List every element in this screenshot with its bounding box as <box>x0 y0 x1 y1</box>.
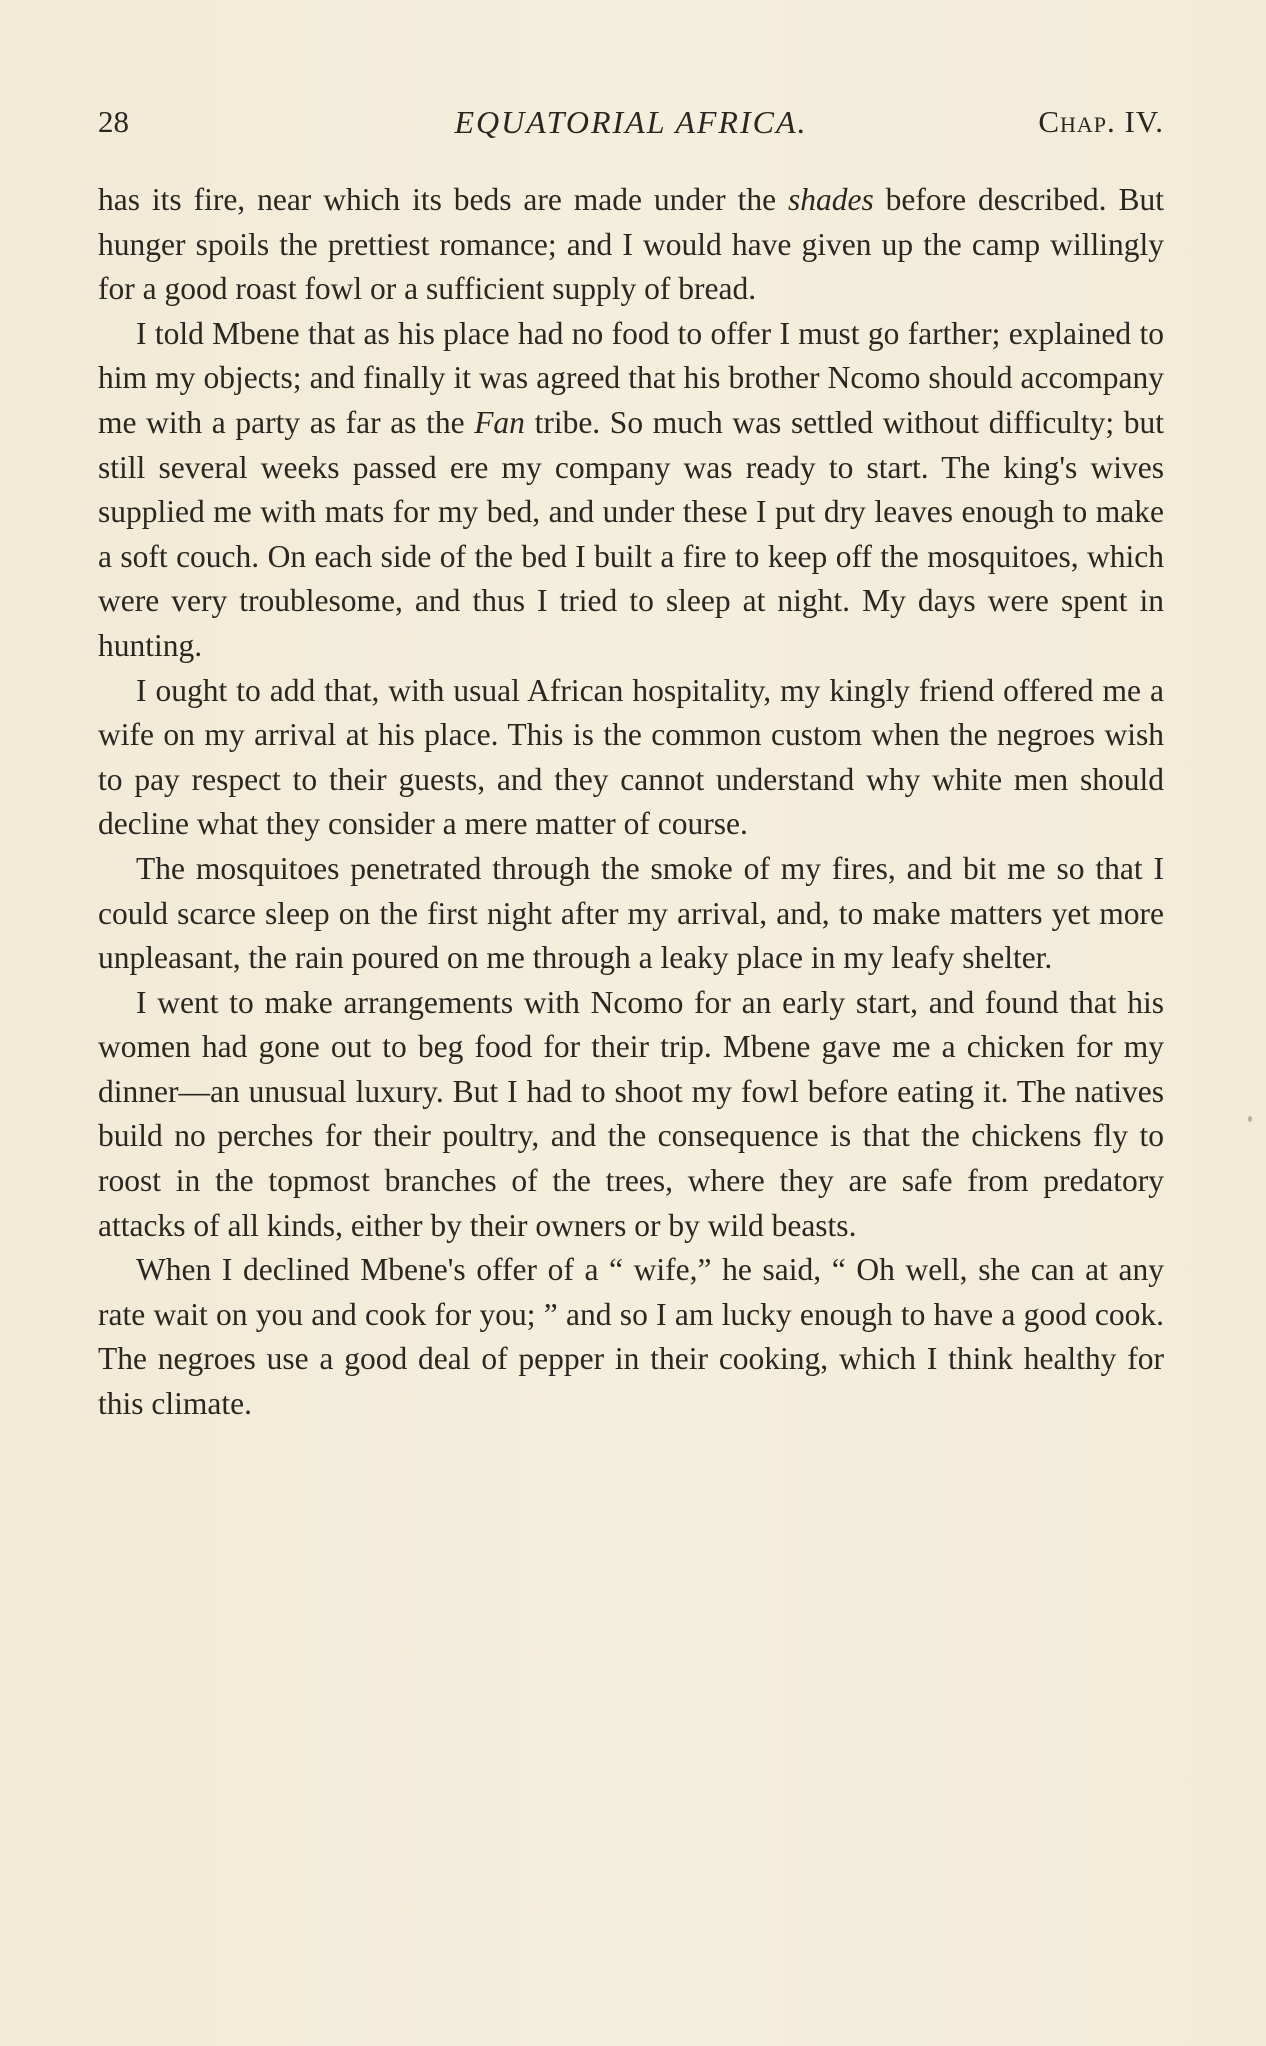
paragraph <box>98 981 1164 1249</box>
text-segment: The mosquitoes penetrated through the smoke of my fires, and bit me so that I could scarce sleep on the first night after my arrival, and, to make matters yet more unpleasant, the rain poured on me through a leaky place in my leafy shelter. <box>98 850 1164 976</box>
page-number: 28 <box>98 104 129 139</box>
italic-text: Fan <box>474 404 525 440</box>
paragraph <box>98 312 1164 669</box>
text-segment: When I declined Mbene's offer of a “ wife,” he said, “ Oh well, she can at any rate wait on you and cook for you; ” and so I am lucky enough to have a good cook. The negroes use a good deal of pepper in their cooking, which I think healthy for this climate. <box>98 1252 1164 1422</box>
paper-speck <box>1248 1116 1252 1122</box>
text-segment: has its fire, near which its beds are made under the <box>98 182 788 217</box>
text-segment: before described. But hunger spoils the prettiest romance; and I would have given up the camp willingly for a good roast fowl or a sufficient supply of bread. <box>98 182 1164 307</box>
text-segment: I ought to add that, with usual African hospitality, my kingly friend offered me a wife on my arrival at his place. This is the common custom when the negroes wish to pay respect to their guests, and they cannot understand why white men should decline what they consider a mere matter of course. <box>98 672 1164 842</box>
body-text <box>98 178 1164 1427</box>
chapter-label: Chap. IV. <box>1038 104 1164 139</box>
running-title: EQUATORIAL AFRICA. <box>454 104 808 140</box>
paragraph <box>98 847 1164 981</box>
text-segment: tribe. So much was settled without difficulty; but still several weeks passed ere my company was ready to start. The king's wives supplied me with mats for my bed, and under these I put dry leaves enough to make a soft couch. On each side of the bed I built a fire to keep off the mosquitoes, which were very troublesome, and thus I tried to sleep at night. My days were spent in hunting. <box>98 404 1164 663</box>
paragraph <box>98 178 1164 312</box>
italic-text: shades <box>787 182 874 217</box>
text-segment: I went to make arrangements with Ncomo for an early start, and found that his women had gone out to beg food for their trip. Mbene gave me a chicken for my dinner—an unusual luxury. But I had to shoot my fowl before eating it. The natives build no perches for their poultry, and the consequence is that the chickens fly to roost in the topmost branches of the trees, where they are safe from predatory attacks of all kinds, either by their owners or by wild beasts. <box>98 984 1164 1243</box>
page-header <box>98 104 1164 152</box>
paragraph <box>98 669 1164 847</box>
paragraph <box>98 1248 1164 1426</box>
text-segment: I told Mbene that as his place had no food to offer I must go farther; explained to him my objects; and finally it was agreed that his brother Ncomo should accompany me with a party as far as the <box>98 315 1164 440</box>
